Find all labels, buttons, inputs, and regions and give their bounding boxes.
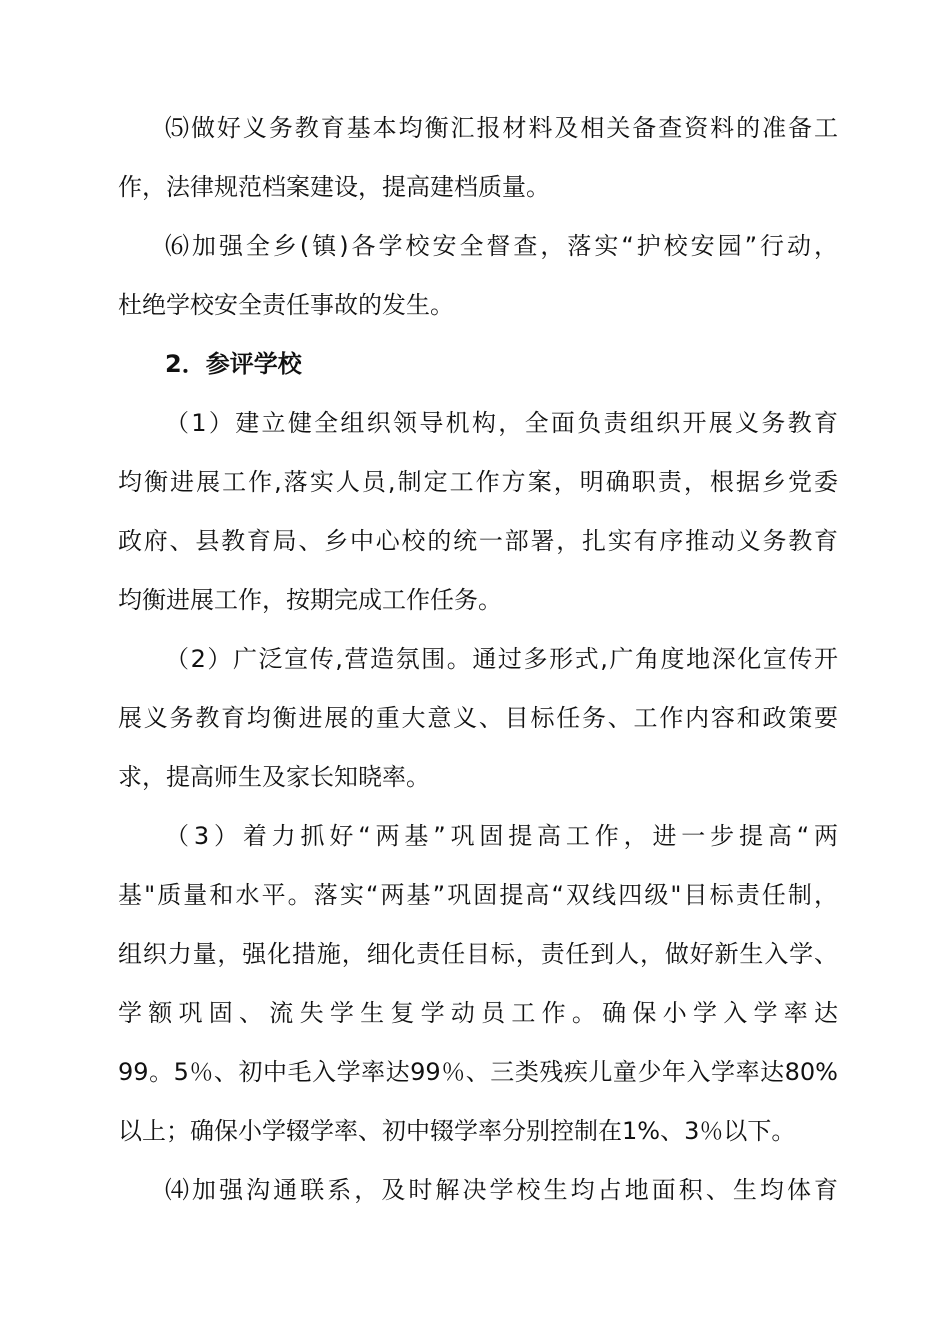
- paragraph-6-line-1: ⑹加强全乡(镇)各学校安全督查，落实“护校安园”行动，: [165, 232, 838, 260]
- item-3-line-1: （3）着力抓好“两基”巩固提高工作，进一步提高“两: [165, 822, 838, 850]
- item-3-line-3: 组织力量，强化措施，细化责任目标，责任到人，做好新生入学、: [118, 940, 838, 968]
- section-heading: 2．参评学校: [165, 350, 302, 378]
- paragraph-6-line-2: 杜绝学校安全责任事故的发生。: [118, 291, 454, 319]
- item-3-line-4: 学额巩固、流失学生复学动员工作。确保小学入学率达: [118, 999, 838, 1027]
- paragraph-5-line-2: 作，法律规范档案建设，提高建档质量。: [118, 173, 550, 201]
- item-1-line-1: （1）建立健全组织领导机构，全面负责组织开展义务教育: [165, 409, 838, 437]
- item-1-line-4: 均衡进展工作，按期完成工作任务。: [118, 586, 502, 614]
- item-3-line-6: 以上；确保小学辍学率、初中辍学率分别控制在1%、3％以下。: [118, 1117, 796, 1145]
- item-4-line-1: ⑷加强沟通联系，及时解决学校生均占地面积、生均体育: [165, 1176, 838, 1204]
- paragraph-5-line-1: ⑸做好义务教育基本均衡汇报材料及相关备查资料的准备工: [165, 114, 838, 142]
- item-3-line-2: 基"质量和水平。落实“两基”巩固提高“双线四级"目标责任制，: [118, 881, 838, 909]
- item-2-line-2: 展义务教育均衡进展的重大意义、目标任务、工作内容和政策要: [118, 704, 838, 732]
- item-2-line-1: （2）广泛宣传,营造氛围。通过多形式,广角度地深化宣传开: [165, 645, 838, 673]
- item-2-line-3: 求，提高师生及家长知晓率。: [118, 763, 430, 791]
- item-3-line-5: 99。5％、初中毛入学率达99％、三类残疾儿童少年入学率达80%: [118, 1058, 838, 1086]
- item-1-line-2: 均衡进展工作,落实人员,制定工作方案，明确职责，根据乡党委: [118, 468, 838, 496]
- item-1-line-3: 政府、县教育局、乡中心校的统一部署，扎实有序推动义务教育: [118, 527, 838, 555]
